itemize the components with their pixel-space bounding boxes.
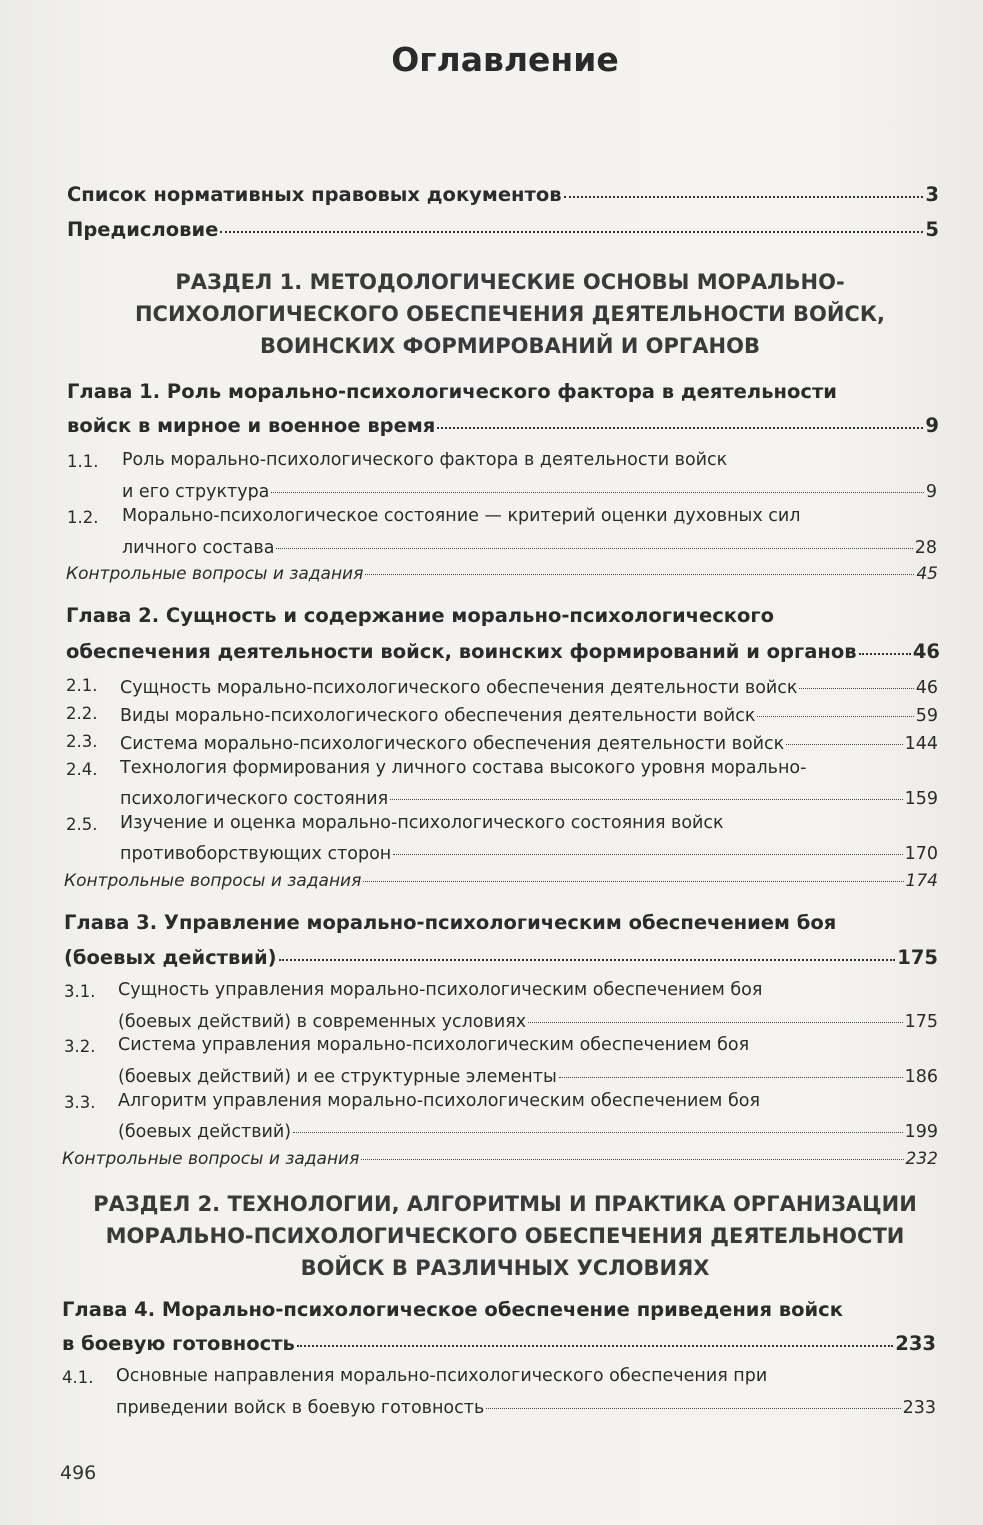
toc-entry-questions-2[interactable] [64, 868, 938, 891]
entry-page: 174 [905, 871, 938, 891]
entry-label: противоборствующих сторон [120, 843, 392, 864]
section-heading-line: МОРАЛЬНО-ПСИХОЛОГИЧЕСКОГО ОБЕСПЕЧЕНИЯ ДЕЯТЕЛЬНОСТИ [105, 1224, 905, 1248]
entry-page: 199 [904, 1121, 938, 1142]
leader-dots [859, 633, 911, 655]
item-number: 2.5. [66, 815, 98, 834]
item-title: Изучение и оценка морально-психологического состояния войск [120, 813, 724, 833]
toc-entry-chapter-3[interactable] [64, 942, 938, 969]
item-number: 2.2. [66, 704, 98, 723]
entry-label: (боевых действий) [118, 1121, 292, 1142]
leader-dots [220, 211, 923, 233]
page-number: 496 [60, 1462, 97, 1484]
toc-entry-chapter-2[interactable] [66, 636, 940, 663]
item-title: Алгоритм управления морально-психологическим обеспечением боя [118, 1091, 760, 1111]
leader-dots [276, 530, 912, 549]
section-heading-line: РАЗДЕЛ 1. МЕТОДОЛОГИЧЕСКИЕ ОСНОВЫ МОРАЛЬНО- [175, 270, 845, 294]
entry-page: 175 [904, 1011, 938, 1032]
entry-label: и его структура [122, 481, 270, 502]
entry-label: Контрольные вопросы и задания [66, 564, 364, 584]
entry-label: (боевых действий) [64, 945, 277, 969]
entry-label: обеспечения деятельности войск, воинских формирований и органов [66, 639, 857, 663]
entry-page: 59 [915, 705, 938, 726]
toc-entry-2-5[interactable] [120, 840, 938, 864]
item-number: 3.3. [64, 1093, 96, 1112]
section-heading-line: ВОЙСК В РАЗЛИЧНЫХ УСЛОВИЯХ [300, 1256, 710, 1280]
leader-dots [799, 670, 913, 689]
section-heading-2 [50, 1188, 960, 1284]
toc-entry-2-1[interactable] [120, 674, 938, 698]
entry-page: 233 [902, 1397, 936, 1418]
item-number: 4.1. [62, 1368, 94, 1387]
chapter-title: Глава 2. Сущность и содержание морально-психологического [66, 604, 775, 627]
chapter-title: Глава 4. Морально-психологическое обеспечение приведения войск [62, 1298, 843, 1321]
entry-page: 46 [915, 677, 938, 698]
entry-page: 5 [925, 217, 939, 241]
leader-dots [361, 1142, 903, 1160]
toc-entry-2-4[interactable] [120, 785, 938, 809]
item-number: 1.1. [67, 452, 99, 471]
section-heading-1 [60, 266, 960, 362]
leader-dots [786, 726, 902, 745]
entry-label: Сущность морально-психологического обеспечения деятельности войск [120, 677, 798, 698]
item-number: 2.3. [66, 732, 98, 751]
toc-entry-2-2[interactable] [120, 702, 938, 726]
toc-entry-3-3[interactable] [118, 1118, 938, 1142]
section-heading-line: РАЗДЕЛ 2. ТЕХНОЛОГИИ, АЛГОРИТМЫ И ПРАКТИКА ОРГАНИЗАЦИИ [93, 1192, 917, 1216]
chapter-title: Глава 3. Управление морально-психологическим обеспечением боя [64, 911, 837, 934]
item-number: 3.2. [64, 1037, 96, 1056]
entry-label: Контрольные вопросы и задания [64, 871, 362, 891]
toc-entry-questions-3[interactable] [62, 1146, 938, 1169]
entry-page: 46 [912, 639, 940, 663]
leader-dots [564, 176, 924, 198]
entry-page: 28 [914, 537, 937, 558]
leader-dots [390, 781, 902, 800]
item-number: 2.1. [66, 676, 98, 695]
toc-entry-preface[interactable] [67, 214, 939, 241]
entry-label: психологического состояния [120, 788, 389, 809]
entry-page: 3 [925, 182, 939, 206]
toc-entry-chapter-1[interactable] [67, 410, 939, 437]
toc-entry-chapter-4[interactable] [62, 1328, 936, 1355]
leader-dots [365, 557, 914, 575]
section-heading-line: ПСИХОЛОГИЧЕСКОГО ОБЕСПЕЧЕНИЯ ДЕЯТЕЛЬНОСТИ ВОЙСК, [134, 302, 885, 326]
toc-entry-3-2[interactable] [118, 1063, 938, 1087]
toc-entry-questions-1[interactable] [66, 561, 938, 584]
leader-dots [486, 1390, 900, 1409]
entry-label: Контрольные вопросы и задания [62, 1149, 360, 1169]
leader-dots [363, 864, 903, 882]
toc-entry-2-3[interactable] [120, 730, 938, 754]
entry-page: 232 [905, 1149, 938, 1169]
entry-page: 45 [916, 564, 938, 584]
entry-page: 9 [925, 413, 939, 437]
section-heading-line: ВОИНСКИХ ФОРМИРОВАНИЙ И ОРГАНОВ [260, 334, 760, 358]
entry-label: (боевых действий) и ее структурные элементы [118, 1066, 557, 1087]
chapter-title: Глава 1. Роль морально-психологического фактора в деятельности [67, 380, 837, 403]
toc-entry-1-1[interactable] [122, 478, 937, 502]
entry-page: 159 [904, 788, 938, 809]
entry-label: приведении войск в боевую готовность [116, 1397, 485, 1418]
toc-entry-documents[interactable] [67, 179, 939, 206]
entry-label: Предисловие [67, 217, 219, 241]
entry-label: Система морально-психологического обеспечения деятельности войск [120, 733, 785, 754]
toc-entry-3-1[interactable] [118, 1008, 938, 1032]
entry-page: 233 [895, 1331, 936, 1355]
item-title: Сущность управления морально-психологическим обеспечением боя [118, 980, 763, 1000]
entry-page: 186 [904, 1066, 938, 1087]
leader-dots [528, 1004, 903, 1023]
leader-dots [279, 939, 896, 961]
item-title: Роль морально-психологического фактора в деятельности войск [122, 450, 728, 470]
leader-dots [293, 1114, 903, 1133]
item-title: Основные направления морально-психологического обеспечения при [116, 1366, 768, 1386]
item-number: 2.4. [66, 760, 98, 779]
item-title: Система управления морально-психологическим обеспечением боя [118, 1035, 750, 1055]
leader-dots [757, 698, 913, 717]
item-title: Морально-психологическое состояние — критерий оценки духовных сил [122, 506, 801, 526]
entry-page: 170 [904, 843, 938, 864]
page-title: Оглавление [391, 40, 619, 79]
item-number: 3.1. [64, 982, 96, 1001]
leader-dots [393, 836, 902, 855]
entry-page: 9 [925, 481, 937, 502]
toc-entry-4-1[interactable] [116, 1394, 936, 1418]
item-number: 1.2. [67, 508, 99, 527]
entry-label: войск в мирное и военное время [67, 413, 436, 437]
item-title: Технология формирования у личного состава высокого уровня морально- [120, 758, 807, 778]
leader-dots [559, 1059, 903, 1078]
entry-page: 175 [897, 945, 938, 969]
leader-dots [271, 474, 923, 493]
entry-page: 144 [904, 733, 938, 754]
entry-label: личного состава [122, 537, 275, 558]
entry-label: в боевую готовность [62, 1331, 295, 1355]
toc-entry-1-2[interactable] [122, 534, 937, 558]
entry-label: Виды морально-психологического обеспечения деятельности войск [120, 705, 756, 726]
entry-label: (боевых действий) в современных условиях [118, 1011, 527, 1032]
entry-label: Список нормативных правовых документов [67, 182, 562, 206]
leader-dots [297, 1325, 893, 1347]
leader-dots [437, 407, 923, 429]
